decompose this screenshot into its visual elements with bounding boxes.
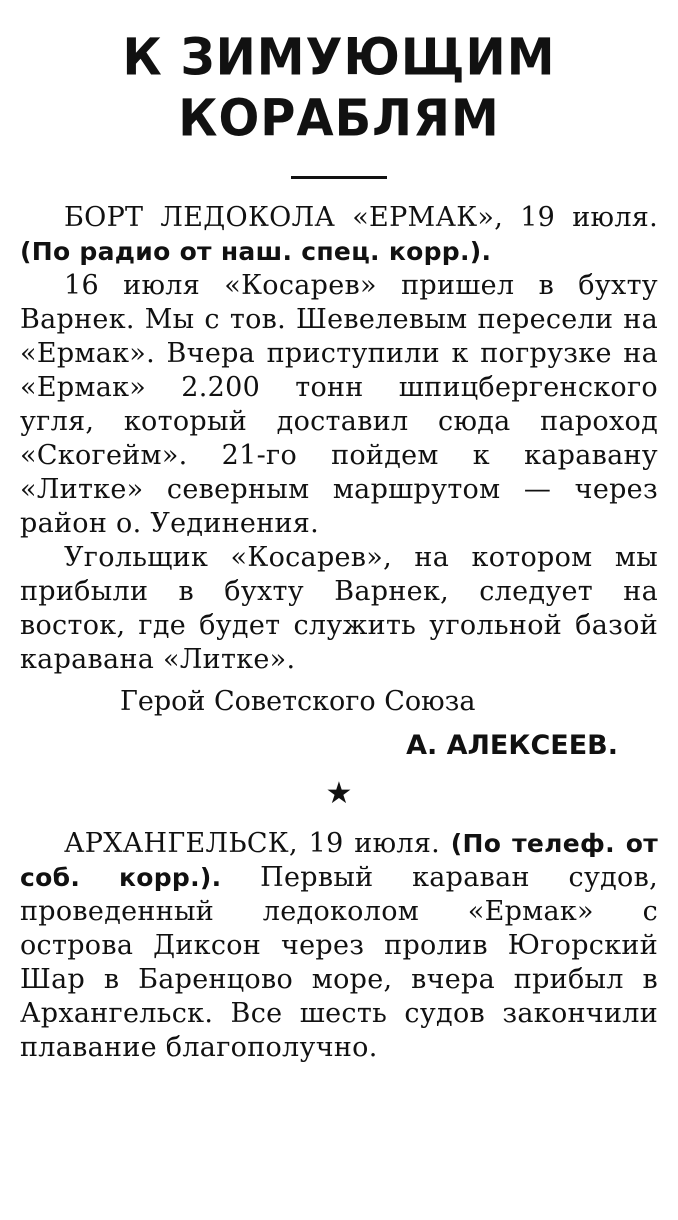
headline-line-1: К ЗИМУЮЩИМ bbox=[122, 28, 556, 87]
article2-body bbox=[20, 827, 658, 1065]
article1-paragraph-1: 16 июля «Косарев» пришел в бухту Варнек. Мы с тов. Шевелевым пересели на «Ермак». Вчера приступили к погрузке на «Ермак» 2.200 тонн шпицбергенского угля, который доставил сюда пароход «Скогейм». 21-го пойдем к каравану «Литке» северным маршрутом — через район о. Уединения. bbox=[20, 270, 658, 539]
article1-source: (По радио от наш. спец. корр.). bbox=[20, 237, 492, 266]
article-arkhangelsk bbox=[20, 827, 658, 1065]
article2-text: Первый караван судов, проведенный ледоколом «Ермак» с острова Диксон через пролив Югорский Шар в Баренцово море, вчера прибыл в Архангельск. Все шесть судов закончили плавание благополучно. bbox=[20, 862, 658, 1063]
signature-name: А. АЛЕКСЕЕВ. bbox=[406, 730, 618, 761]
headline-line-2: КОРАБЛЯМ bbox=[178, 89, 500, 148]
article2-dateline: АРХАНГЕЛЬСК, 19 июля. bbox=[64, 828, 441, 859]
headline bbox=[20, 27, 658, 149]
article-ermak bbox=[20, 201, 658, 763]
newspaper-clipping bbox=[20, 30, 658, 1065]
article1-dateline: БОРТ ЛЕДОКОЛА «ЕРМАК», 19 июля. bbox=[64, 202, 658, 233]
star-separator-icon: ★ bbox=[325, 776, 353, 811]
article1-header bbox=[20, 201, 658, 269]
article1-paragraph-2: Угольщик «Косарев», на котором мы прибыли в бухту Варнек, следует на восток, где будет служить угольной базой каравана «Литке». bbox=[20, 542, 658, 675]
article2-source: (По телеф. от соб. корр.). bbox=[20, 829, 658, 892]
headline-rule bbox=[291, 176, 387, 179]
signature-title: Герой Советского Союза bbox=[120, 686, 476, 717]
